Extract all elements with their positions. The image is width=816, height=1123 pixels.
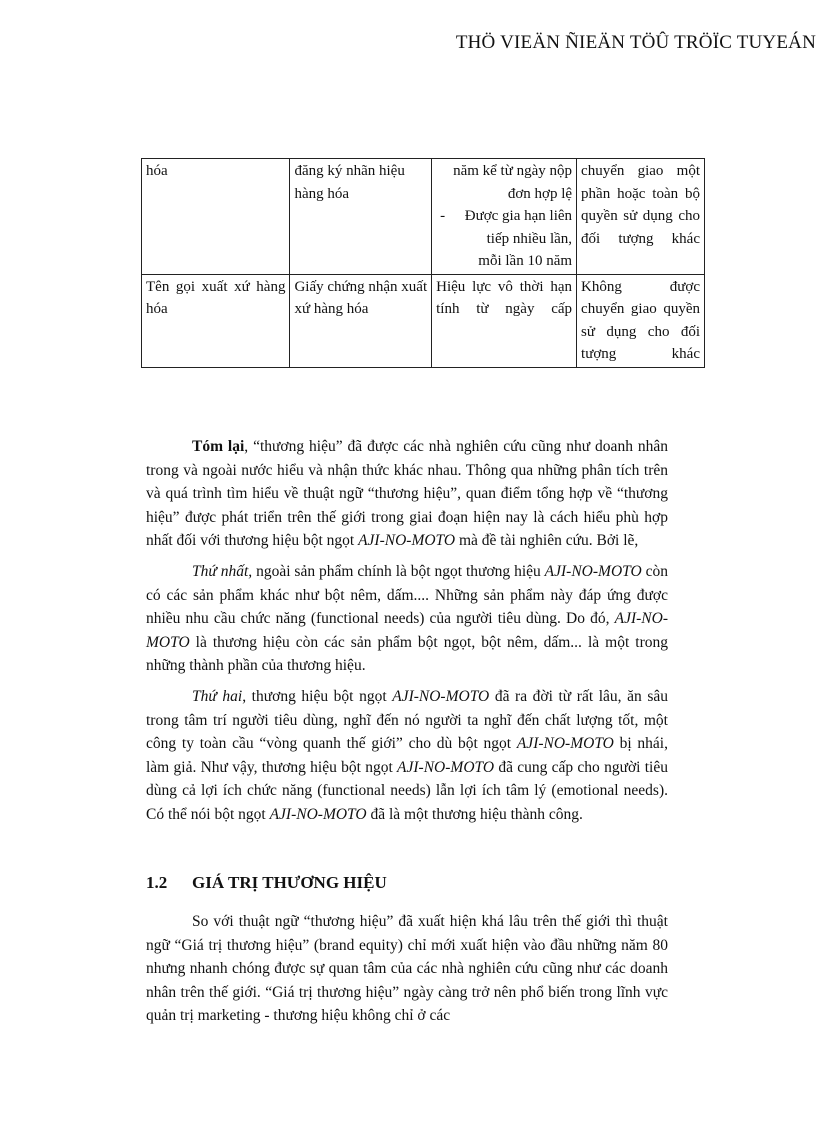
cell-text: Được gia hạn liên tiếp nhiều lần, mỗi lần 10 năm <box>464 208 573 269</box>
table-cell: Hiệu lực vô thời hạn tính từ ngày cấp <box>432 274 577 367</box>
list-item <box>436 205 572 273</box>
paragraph-first <box>146 560 668 678</box>
text: ngoài sản phẩm chính là bột ngọt thương hiệu <box>252 562 545 580</box>
text: , “thương hiệu” đã được các nhà nghiên cứu cũng như doanh nhân trong và ngoài nước hiểu và nhận thức khác nhau. Thông qua những phân tích trên và quá trình tìm hiểu về thuật ngữ “thương hiệu”, quan điểm tổng hợp về “thương hiệu” được phát triển trên thế giới trong giai đoạn hiện nay là cách hiểu phù hợp nhất đối với thương hiệu bột ngọt <box>146 438 668 550</box>
brand-name: AJI-NO-MOTO <box>269 805 367 823</box>
brand-name: AJI-NO-MOTO <box>397 758 495 776</box>
ip-rights-table <box>141 158 705 368</box>
text: là thương hiệu còn các sản phẩm bột ngọt, bột nêm, dấm... là một trong những thành phần của thương hiệu. <box>146 633 668 675</box>
text: bị nhái, làm giả. Như vậy, thương hiệu bột ngọt <box>146 735 668 776</box>
brand-name: AJI-NO-MOTO <box>392 687 490 705</box>
italic-lead: Thứ nhất, <box>192 562 253 580</box>
table-row <box>142 159 705 275</box>
dash-list <box>436 205 572 273</box>
body-text <box>146 435 668 834</box>
section-number: 1.2 <box>146 873 168 892</box>
cell-text: năm kể từ ngày nộp đơn hợp lệ <box>453 163 573 202</box>
text: mà đề tài nghiên cứu. Bởi lẽ, <box>455 532 639 550</box>
table-cell: Không được chuyển giao quyền sử dụng cho đối tượng khác <box>577 274 705 367</box>
dash-bullet: - <box>440 208 446 224</box>
text: , thương hiệu bột ngọt <box>242 687 393 705</box>
table-cell <box>432 159 577 275</box>
table-cell: Giấy chứng nhận xuất xứ hàng hóa <box>290 274 432 367</box>
page-header: THÖ VIEÄN ÑIEÄN TÖÛ TRÖÏC TUYEÁN <box>455 32 816 53</box>
bold-lead: Tóm lại <box>192 438 245 455</box>
text: đã ra đời từ rất lâu, ăn sâu trong tâm trí người tiêu dùng, nghĩ đến nó người ta nghĩ đến chất lượng tốt, một công ty toàn cầu “vòng quanh thế giới” cho dù bột ngọt <box>146 687 668 753</box>
section-title: GIÁ TRỊ THƯƠNG HIỆU <box>192 873 387 892</box>
paragraph-second <box>146 685 668 827</box>
brand-name: AJI-NO-MOTO <box>358 532 456 550</box>
paragraph-summary <box>146 435 668 553</box>
table-cell: Tên gọi xuất xứ hàng hóa <box>142 274 290 367</box>
table-cell: đăng ký nhãn hiệu hàng hóa <box>290 159 432 275</box>
table-cell: hóa <box>142 159 290 275</box>
text: đã cung cấp cho người tiêu dùng cả lợi ích chức năng (functional needs) lẫn lợi ích tâm lý (emotional needs). Có thể nói bột ngọt <box>146 758 668 823</box>
paragraph-brand-equity: So với thuật ngữ “thương hiệu” đã xuất hiện khá lâu trên thế giới thì thuật ngữ “Giá trị thương hiệu” (brand equity) chỉ mới xuất hiện vào đầu những năm 80 nhưng nhanh chóng được sự quan tâm của các nhà nghiên cứu cũng như các doanh nhân trên thế giới. “Giá trị thương hiệu” ngày càng trở nên phổ biến trong lĩnh vực quản trị marketing - thương hiệu không chỉ ở các <box>146 913 668 1025</box>
section-body <box>146 910 668 1028</box>
text: đã là một thương hiệu thành công. <box>366 805 583 823</box>
table-cell: chuyển giao một phần hoặc toàn bộ quyền sử dụng cho đối tượng khác <box>577 159 705 275</box>
brand-name: AJI-NO-MOTO <box>146 610 668 651</box>
brand-name: AJI-NO-MOTO <box>516 735 614 753</box>
brand-name: AJI-NO-MOTO <box>544 562 642 580</box>
section-heading <box>146 873 387 893</box>
italic-lead: Thứ hai <box>192 687 243 705</box>
table-row <box>142 274 705 367</box>
text: còn có các sản phẩm khác như bột nêm, dấm.... Những sản phẩm này đáp ứng được nhiều nhu cầu chức năng (functional needs) của người tiêu dùng. Do đó, <box>146 562 668 628</box>
